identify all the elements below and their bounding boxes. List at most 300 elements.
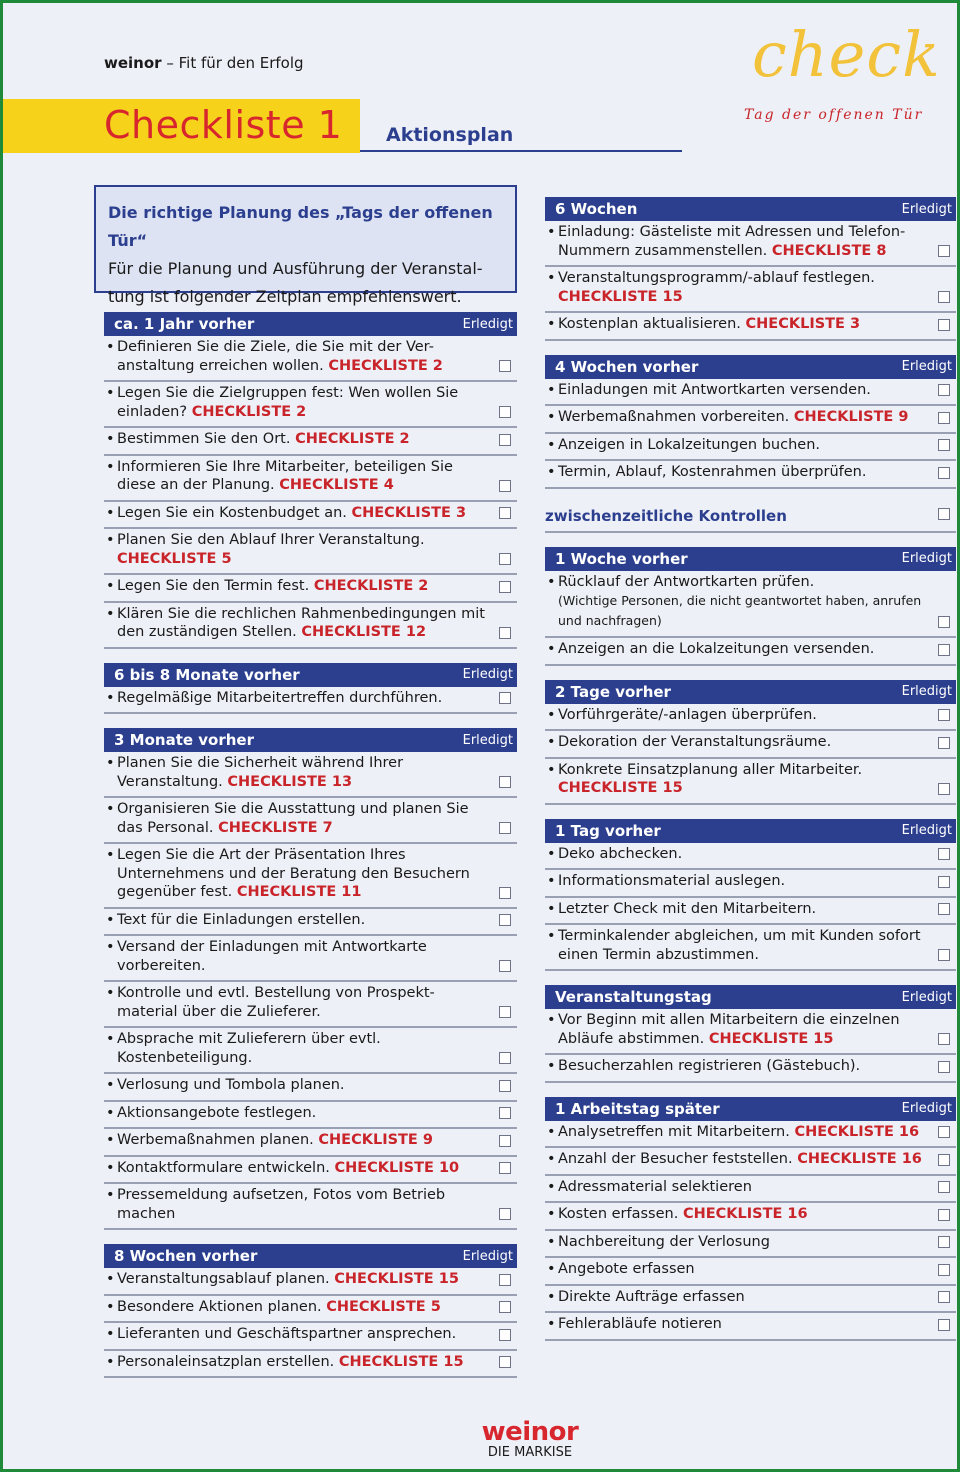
done-label: Erledigt [901,684,952,699]
checklist-section [545,197,956,341]
checkbox[interactable] [499,627,511,639]
check-logo: check [752,18,941,91]
checklist-item [545,1009,956,1055]
checkbox[interactable] [938,949,950,961]
checkbox[interactable] [938,1126,950,1138]
item-label: Personaleinsatzplan erstellen. [117,1353,335,1370]
section-title: 8 Wochen vorher [114,1247,258,1265]
item-body [547,706,817,725]
footer-sub: DIE MARKISE [487,1445,573,1460]
item-label: Besucherzahlen registrieren (Gästebuch). [558,1058,861,1074]
done-label: Erledigt [901,823,952,838]
checkbox[interactable] [499,1080,511,1092]
checklist-item [104,909,517,937]
bullet-icon: • [106,911,115,928]
item-label: Legen Sie die Art der Präsentation Ihres Unternehmens und der Beratung den Besuchern gegenüber fest. [117,847,470,900]
checklist-section [545,355,956,489]
section-title: 1 Tag vorher [555,821,661,840]
checklist-reference: CHECKLISTE 9 [793,409,909,425]
checklist-item [545,1148,956,1176]
item-body [547,573,928,632]
checkbox[interactable] [499,1052,511,1064]
checkbox[interactable] [938,709,950,721]
checklist-item [545,267,956,313]
item-text [117,754,489,791]
section-title: 6 bis 8 Monate vorher [114,665,300,684]
checklist-item [104,336,517,382]
item-body [547,436,820,455]
item-text [117,1159,459,1178]
footer-brand: weinor [481,1417,579,1447]
section-title: 2 Tage vorher [555,682,671,701]
section-header [545,547,956,571]
tagline-text: – Fit für den Erfolg [166,54,304,72]
item-label: Besondere Aktionen planen. [117,1298,322,1315]
item-body [547,927,928,964]
bullet-icon: • [547,1012,556,1028]
section-title: 3 Monate vorher [114,731,254,749]
checkbox[interactable] [499,887,511,899]
bullet-icon: • [106,458,115,475]
item-text [117,911,365,930]
bullet-icon: • [106,1104,115,1121]
section-header [545,197,956,221]
item-body [547,1178,752,1197]
bullet-icon: • [106,1077,115,1093]
checklist-item [104,1028,517,1074]
checklist-item [104,502,517,530]
item-body [106,1030,489,1067]
checkbox[interactable] [938,1291,950,1303]
done-label: Erledigt [901,201,952,217]
checklist-item [104,844,517,909]
checkbox[interactable] [938,508,950,520]
item-text [558,640,874,659]
section-header [104,1244,517,1268]
checkbox[interactable] [499,1162,511,1174]
done-label: Erledigt [462,316,513,332]
item-label: Definieren Sie die Ziele, die Sie mit der Ver-anstaltung erreichen wollen. [117,339,434,374]
checklist-reference: CHECKLISTE 8 [771,242,887,259]
checklist-item [104,575,517,603]
checklist-item [104,687,517,715]
checklist-item [545,221,956,267]
intro-title: Die richtige Planung des „Tags der offenen Tür“ [108,203,493,250]
checklist-section [104,1244,517,1378]
bullet-icon: • [547,270,556,286]
checkbox[interactable] [499,434,511,446]
item-text [117,1104,316,1123]
checkbox[interactable] [499,1208,511,1220]
checkbox[interactable] [938,384,950,396]
checklist-item [545,1121,956,1149]
item-label: Termin, Ablauf, Kostenrahmen überprüfen. [558,464,867,480]
item-body [106,384,489,421]
page-subtitle: Aktionsplan [386,124,514,146]
item-label: Anzeigen an die Lokalzeitungen versenden. [558,641,875,657]
checklist-item [545,313,956,341]
bullet-icon: • [106,532,115,548]
checkbox[interactable] [499,406,511,418]
checkbox[interactable] [938,467,950,479]
checklist-reference: CHECKLISTE 10 [334,1159,460,1176]
checkbox[interactable] [938,876,950,888]
item-text [117,504,466,523]
bullet-icon: • [547,409,556,425]
bullet-icon: • [547,573,556,590]
item-body [106,531,489,568]
bullet-icon: • [106,801,115,817]
checkbox[interactable] [499,914,511,926]
item-body [106,1325,456,1344]
checkbox[interactable] [938,1181,950,1193]
checklist-item [104,1351,517,1379]
checkbox[interactable] [938,644,950,656]
section-header [104,663,517,687]
item-body [547,1057,860,1076]
checklist-item [545,434,956,462]
done-label: Erledigt [462,1248,513,1264]
item-text [558,315,860,334]
item-label: Absprache mit Zulieferern über evtl. Kostenbeteiligung. [117,1031,381,1066]
item-label: Einladung: Gästeliste mit Adressen und Telefon-Nummern zusammenstellen. [558,224,906,259]
item-label: Letzter Check mit den Mitarbeitern. [558,900,817,917]
bullet-icon: • [106,504,115,521]
checklist-item [545,1176,956,1204]
item-text [117,1270,459,1289]
bullet-icon: • [106,755,115,771]
checklist-item [545,898,956,926]
section-header [545,985,956,1009]
item-text [558,463,866,482]
checkbox[interactable] [938,848,950,860]
brand-tagline [104,54,304,72]
item-body [106,1159,459,1178]
checklist-reference: CHECKLISTE 13 [227,773,353,790]
checkbox[interactable] [499,1329,511,1341]
checklist-reference: CHECKLISTE 5 [326,1298,441,1315]
item-body [547,1315,722,1334]
item-label: Aktionsangebote festlegen. [117,1104,317,1121]
checklist-reference: CHECKLISTE 16 [797,1151,922,1167]
item-label: Veranstaltungsprogramm/-ablauf festlegen. [558,270,875,286]
item-text [558,1011,928,1048]
checklist-reference: CHECKLISTE 2 [191,403,307,420]
section-title: 4 Wochen vorher [555,357,699,376]
item-text [558,269,928,306]
item-label: Deko abchecken. [558,845,683,862]
intro-box [94,185,517,306]
interim-checks-label: zwischenzeitliche Kontrollen [545,506,787,525]
bullet-icon: • [106,689,115,706]
item-body [547,761,928,798]
checklist-reference: CHECKLISTE 15 [708,1030,834,1047]
checklist-section [545,819,956,972]
item-body [547,733,831,752]
checklist-reference: CHECKLISTE 3 [745,316,861,332]
done-label: Erledigt [901,551,952,566]
checkbox[interactable] [938,1236,950,1248]
item-text [558,733,831,752]
checklist-item [104,936,517,982]
interim-checks [545,503,956,533]
item-label: Lieferanten und Geschäftspartner ansprechen. [117,1326,457,1342]
checkbox[interactable] [499,480,511,492]
checklist-item [104,1129,517,1157]
item-text [558,1288,745,1307]
checklist-reference: CHECKLISTE 4 [279,477,394,493]
bullet-icon: • [106,985,115,1001]
checklist-item [104,1268,517,1296]
checklist-item [545,759,956,805]
item-text [558,1150,922,1169]
item-body [547,845,682,864]
item-text [558,706,817,725]
checkbox[interactable] [938,245,950,257]
item-body [106,577,428,596]
item-text [558,223,928,260]
right-column [545,197,956,1355]
checklist-item [545,1258,956,1286]
item-label: Verlosung und Tombola planen. [117,1077,345,1093]
item-body [547,381,871,400]
checkbox[interactable] [499,1135,511,1147]
item-text [117,1076,345,1095]
checklist-reference: CHECKLISTE 3 [351,504,467,521]
item-body [547,223,928,260]
item-label: Kontaktformulare entwickeln. [117,1159,330,1176]
checkbox[interactable] [499,553,511,565]
done-label: Erledigt [901,989,952,1005]
checkbox[interactable] [499,1006,511,1018]
item-label: Organisieren Sie die Ausstattung und planen Sie das Personal. [117,801,469,836]
intro-text: Für die Planung und Ausführung der Veranstal-tung ist folgender Zeitplan empfehlenswert. [108,259,483,306]
bullet-icon: • [547,761,556,778]
bullet-icon: • [547,845,556,862]
footer-logo [480,1418,580,1460]
page-title: Checkliste 1 [104,103,343,147]
checklist-item [545,870,956,898]
item-body [547,315,860,334]
item-body [547,900,816,919]
checkbox[interactable] [938,783,950,795]
checklist-section [545,547,956,666]
brand-name: weinor [104,54,162,72]
section-title: 6 Wochen [555,200,638,218]
bullet-icon: • [106,939,115,955]
checklist-item [545,461,956,489]
section-title: Veranstaltungstag [555,988,712,1006]
bullet-icon: • [547,1316,556,1332]
done-label: Erledigt [901,1101,952,1116]
checkbox[interactable] [499,776,511,788]
item-body [106,430,410,449]
bullet-icon: • [547,381,556,398]
bullet-icon: • [106,1271,115,1287]
checkbox[interactable] [499,692,511,704]
item-label: Kostenplan aktualisieren. [558,316,741,332]
checkbox[interactable] [499,1107,511,1119]
checkbox[interactable] [499,1301,511,1313]
bullet-icon: • [547,1058,556,1074]
item-label: Direkte Aufträge erfassen [558,1288,745,1305]
item-label: Angebote erfassen [558,1261,695,1277]
checkbox[interactable] [499,360,511,372]
checkbox[interactable] [938,319,950,331]
checklist-reference: CHECKLISTE 7 [218,819,333,836]
item-label: Fehlerabläufe notieren [558,1316,722,1332]
bullet-icon: • [106,1159,115,1176]
item-label: Pressemeldung aufsetzen, Fotos vom Betrieb machen [117,1187,446,1222]
checklist-item [545,925,956,971]
item-label: Vorführgeräte/-anlagen überprüfen. [558,706,817,723]
bullet-icon: • [547,1178,556,1195]
item-text [558,872,785,891]
checkbox[interactable] [938,903,950,915]
checklist-section [104,663,517,715]
item-text [117,458,489,495]
item-label: Adressmaterial selektieren [558,1178,752,1195]
item-body [547,1123,919,1142]
item-body [106,504,466,523]
item-label: Dekoration der Veranstaltungsräume. [558,734,832,750]
bullet-icon: • [547,928,556,944]
item-body [106,338,489,375]
checkbox[interactable] [938,412,950,424]
done-label: Erledigt [462,667,513,682]
checklist-item [104,1074,517,1102]
item-body [106,1353,464,1372]
checkbox[interactable] [938,1209,950,1221]
item-body [547,1150,922,1169]
checklist-reference: CHECKLISTE 15 [558,780,683,796]
item-body [106,605,489,642]
bullet-icon: • [547,316,556,332]
item-body [106,458,489,495]
item-text [558,900,816,919]
bullet-icon: • [547,1261,556,1277]
bullet-icon: • [106,1298,115,1315]
item-text [117,938,489,975]
section-header [104,728,517,752]
item-body [547,640,874,659]
item-label: Legen Sie den Termin fest. [117,578,310,594]
done-label: Erledigt [901,359,952,374]
checklist-item [545,1231,956,1259]
bullet-icon: • [547,224,556,240]
checklist-item [545,379,956,407]
bullet-icon: • [547,436,556,453]
item-text [558,436,820,455]
checkbox[interactable] [938,291,950,303]
checkbox[interactable] [938,1061,950,1073]
section-header [545,680,956,704]
checkbox[interactable] [938,1319,950,1331]
checkbox[interactable] [938,1154,950,1166]
bullet-icon: • [106,1132,115,1148]
item-body [106,689,442,708]
bullet-icon: • [547,1288,556,1305]
bullet-icon: • [106,1187,115,1203]
checkbox[interactable] [499,1274,511,1286]
checklist-item [104,382,517,428]
item-label: Legen Sie die Zielgruppen fest: Wen wollen Sie einladen? [117,385,459,420]
section-header [545,1097,956,1121]
item-body [547,1288,745,1307]
bullet-icon: • [547,464,556,480]
item-label: Bestimmen Sie den Ort. [117,431,291,447]
item-text [117,1131,433,1150]
item-body [106,1076,345,1095]
checklist-section [545,1097,956,1341]
item-text [117,689,442,708]
item-body [106,1131,433,1150]
bullet-icon: • [547,706,556,723]
item-body [547,1233,770,1252]
checklist-section [545,985,956,1083]
checkbox[interactable] [499,581,511,593]
checklist-item [545,1286,956,1314]
section-header [545,819,956,843]
checkbox[interactable] [938,1033,950,1045]
item-text [558,1205,808,1224]
item-text [117,338,489,375]
checklist-item [545,571,956,639]
item-body [106,1270,459,1289]
checklist-item [104,1102,517,1130]
checkbox[interactable] [499,507,511,519]
checkbox[interactable] [938,616,950,628]
checklist-item [104,982,517,1028]
item-text [558,845,682,864]
checklist-reference: CHECKLISTE 2 [328,357,443,374]
checklist-item [104,603,517,649]
item-text [117,1353,464,1372]
item-body [106,1104,316,1123]
bullet-icon: • [547,873,556,889]
item-text [558,1315,722,1334]
checkbox[interactable] [938,1264,950,1276]
item-text [117,1325,456,1344]
item-label: Werbemaßnahmen vorbereiten. [558,409,790,425]
item-label: Nachbereitung der Verlosung [558,1233,770,1250]
checkbox[interactable] [938,737,950,749]
checkbox[interactable] [938,439,950,451]
item-text [117,1186,489,1223]
item-label: Planen Sie den Ablauf Ihrer Veranstaltung. [117,532,425,548]
item-label: Klären Sie die rechlichen Rahmenbedingungen mit den zuständigen Stellen. [117,605,485,640]
item-body [547,1205,808,1224]
checkbox[interactable] [499,1356,511,1368]
item-text [117,384,489,421]
bullet-icon: • [106,431,115,447]
checklist-section [545,680,956,805]
item-body [547,408,908,427]
item-body [106,800,489,837]
checkbox[interactable] [499,822,511,834]
item-body [106,984,489,1021]
item-label: Kosten erfassen. [558,1206,679,1222]
item-label: Werbemaßnahmen planen. [117,1132,314,1148]
checklist-item [104,1296,517,1324]
check-logo-tagline: Tag der offenen Tür [744,107,924,123]
item-text [117,430,410,449]
checklist-reference: CHECKLISTE 11 [236,884,362,900]
bullet-icon: • [106,1326,115,1342]
item-text [117,577,428,596]
item-body [547,1260,695,1279]
checkbox[interactable] [499,960,511,972]
